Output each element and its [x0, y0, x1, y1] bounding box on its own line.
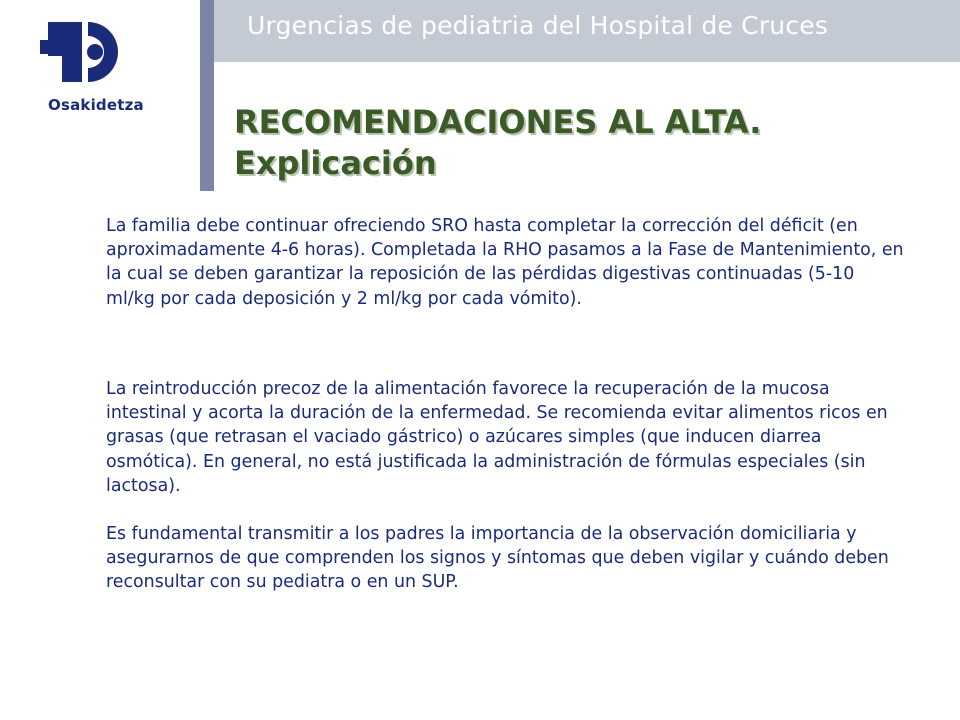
- header-banner-text: Urgencias de pediatria del Hospital de Cruces: [247, 11, 829, 40]
- paragraph-2: La reintroducción precoz de la alimentación favorece la recuperación de la mucosa intestinal y acorta la duración de la enfermedad. Se recomienda evitar alimentos ricos en grasas (que retrasan el vaciado gástrico) o azúcares simples (que inducen diarrea osmótica). En general, no está justificada la administración de fórmulas especiales (sin lactosa).: [106, 379, 888, 496]
- osakidetza-logo-icon: [40, 14, 190, 94]
- slide-title-text: RECOMENDACIONES AL ALTA. Explicación: [234, 103, 762, 182]
- logo-label: Osakidetza: [48, 96, 144, 114]
- accent-bar: [200, 0, 214, 191]
- paragraph-1: La familia debe continuar ofreciendo SRO hasta completar la corrección del déficit (en aproximadamente 4-6 horas). Completada la RHO pasamos a la Fase de Mantenimiento, en la cual se deben garantizar la reposición de las pérdidas digestivas continuadas (5-10 ml/kg por cada deposición y 2 ml/kg por cada vómito).: [106, 216, 904, 309]
- slide-title: [234, 102, 761, 184]
- osakidetza-logo: [40, 14, 190, 134]
- paragraph-3: Es fundamental transmitir a los padres la importancia de la observación domiciliaria y asegurarnos de que comprenden los signos y síntomas que deben vigilar y cuándo deben reconsultar con su pediatra o en un SUP.: [106, 524, 889, 593]
